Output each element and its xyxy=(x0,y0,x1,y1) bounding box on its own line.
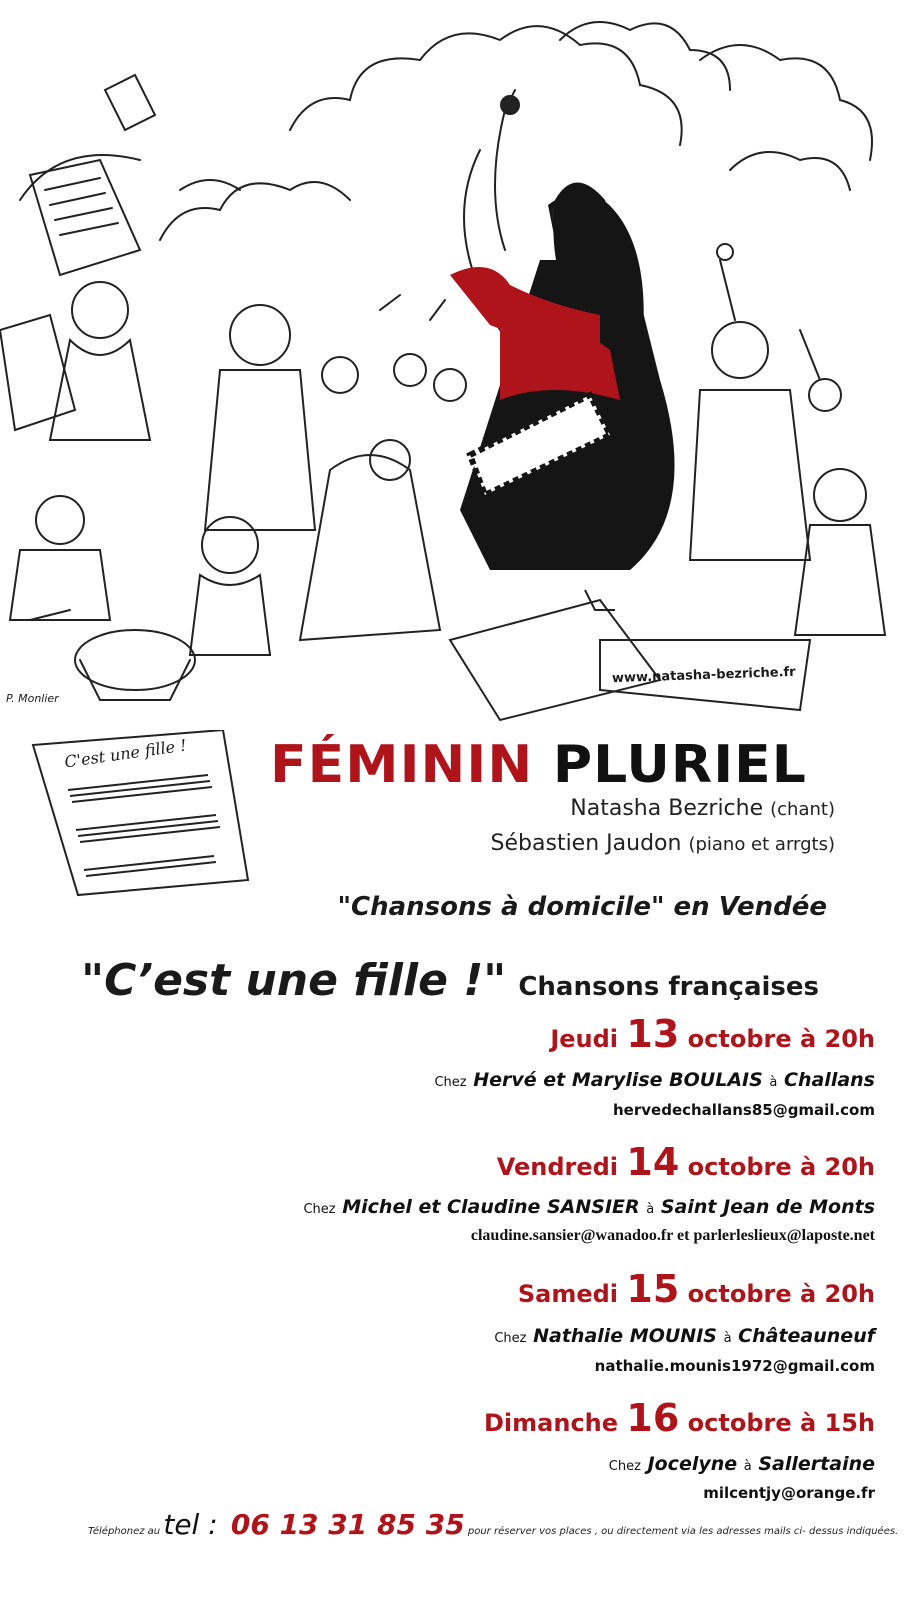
concert-email[interactable]: nathalie.mounis1972@gmail.com xyxy=(594,1357,875,1375)
concert-email[interactable]: milcentjy@orange.fr xyxy=(703,1484,875,1502)
headline-subtitle: Chansons françaises xyxy=(518,972,819,1002)
concert-host xyxy=(303,1196,875,1218)
host-town: Châteauneuf xyxy=(738,1325,875,1347)
performer-name: Sébastien Jaudon xyxy=(490,831,682,856)
host-at: à xyxy=(769,1075,778,1090)
phone-number[interactable]: 06 13 31 85 35 xyxy=(230,1508,465,1541)
host-names: Hervé et Marylise BOULAIS xyxy=(473,1069,763,1091)
poster-illustration xyxy=(0,0,923,740)
concert-email[interactable]: claudine.sansier@wanadoo.fr et parlerleslieux@laposte.net xyxy=(470,1227,875,1244)
concert-host xyxy=(609,1453,875,1475)
footer-tail: pour réserver vos places , ou directement via les adresses mails ci- dessus indiquées. xyxy=(467,1526,899,1537)
concert-date xyxy=(484,1396,875,1440)
concert-date xyxy=(518,1267,875,1311)
tel-label: tel : xyxy=(163,1508,218,1541)
title-word-2: PLURIEL xyxy=(552,735,807,795)
performer-2 xyxy=(491,831,835,856)
host-at: à xyxy=(743,1459,752,1474)
host-prefix: Chez xyxy=(434,1075,467,1090)
sheet-music-drawing xyxy=(28,730,268,900)
date-day: Samedi xyxy=(517,1280,619,1308)
concert-host xyxy=(494,1325,875,1347)
host-town: Sallertaine xyxy=(758,1453,875,1475)
date-day: Dimanche xyxy=(484,1409,619,1437)
host-prefix: Chez xyxy=(608,1459,641,1474)
concert-host xyxy=(434,1069,875,1091)
date-number: 16 xyxy=(626,1396,680,1440)
footer-lead: Téléphonez au xyxy=(88,1526,161,1537)
title-word-1: FÉMININ xyxy=(270,735,534,795)
host-at: à xyxy=(723,1331,732,1346)
headline xyxy=(81,955,819,1006)
host-at: à xyxy=(646,1202,655,1217)
date-rest: octobre à 20h xyxy=(687,1153,875,1181)
date-number: 14 xyxy=(626,1140,680,1184)
host-town: Challans xyxy=(784,1069,875,1091)
host-prefix: Chez xyxy=(303,1202,336,1217)
performer-role: (chant) xyxy=(770,799,835,820)
performer-1 xyxy=(570,796,835,821)
date-number: 15 xyxy=(626,1267,680,1311)
website-label: www.natasha-bezriche.fr xyxy=(611,664,796,687)
date-rest: octobre à 15h xyxy=(687,1409,875,1437)
date-rest: octobre à 20h xyxy=(687,1280,875,1308)
sheet-music-title: C'est une fille ! xyxy=(63,735,188,772)
host-prefix: Chez xyxy=(494,1331,527,1346)
host-names: Jocelyne xyxy=(647,1453,738,1475)
date-number: 13 xyxy=(626,1012,680,1056)
booking-footer xyxy=(88,1508,898,1541)
poster-title xyxy=(270,735,807,795)
headline-quote: "C’est une fille !" xyxy=(81,955,507,1006)
date-day: Jeudi xyxy=(550,1025,619,1053)
concert-email[interactable]: hervedechallans85@gmail.com xyxy=(613,1101,875,1119)
show-title: "Chansons à domicile" en Vendée xyxy=(337,892,827,922)
concert-date xyxy=(497,1140,875,1184)
performer-role: (piano et arrgts) xyxy=(688,834,835,855)
host-town: Saint Jean de Monts xyxy=(660,1196,875,1218)
host-names: Nathalie MOUNIS xyxy=(533,1325,717,1347)
host-names: Michel et Claudine SANSIER xyxy=(342,1196,640,1218)
concert-date xyxy=(550,1012,875,1056)
date-rest: octobre à 20h xyxy=(687,1025,875,1053)
performer-name: Natasha Bezriche xyxy=(570,796,764,821)
artist-signature: P. Monlier xyxy=(6,692,59,705)
date-day: Vendredi xyxy=(496,1153,619,1181)
